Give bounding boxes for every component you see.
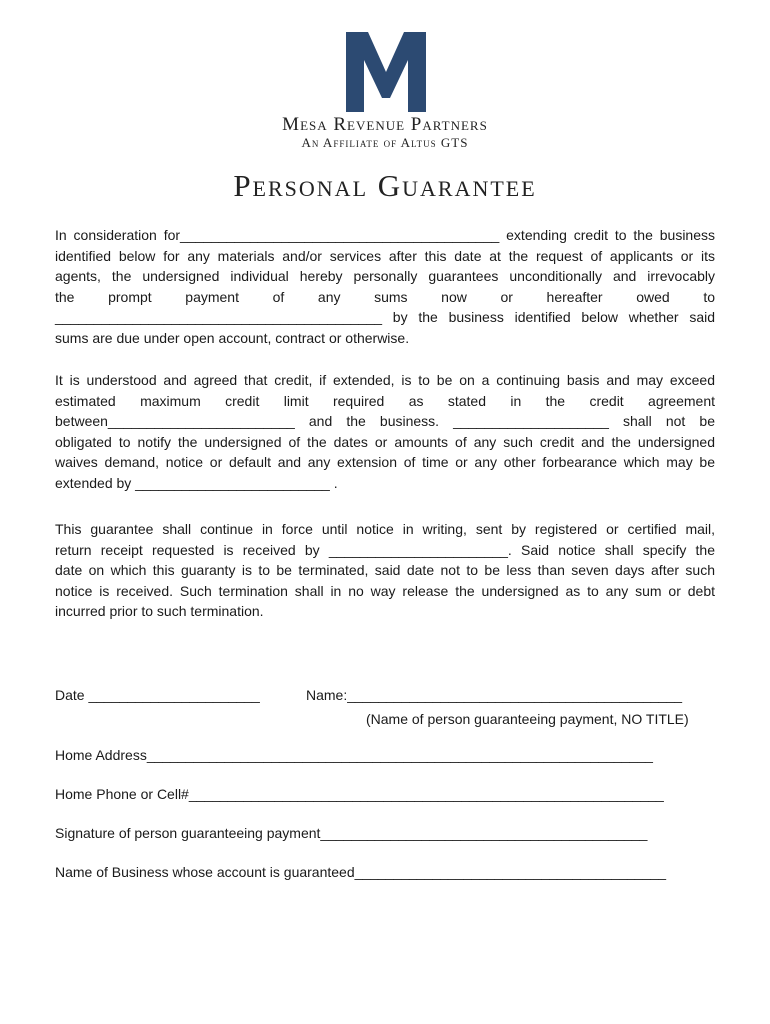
signature-field[interactable]: Signature of person guaranteeing payment__________________________________________ — [55, 825, 648, 841]
paragraph-line: return receipt requested is received by _______________________. Said notice shall specify the — [55, 541, 715, 558]
name-field[interactable]: Name:___________________________________________ — [306, 687, 683, 703]
paragraph-line: In consideration for_________________________________________ extending credit to the business — [55, 227, 715, 243]
termination-paragraph — [55, 519, 715, 622]
paragraph-line: incurred prior to such termination. — [55, 603, 264, 619]
business-name-field[interactable]: Name of Business whose account is guaranteed________________________________________ — [55, 864, 667, 880]
credit-paragraph — [55, 370, 715, 493]
paragraph-line: the prompt payment of any sums now or hereafter owed to — [55, 288, 715, 305]
paragraph-line: It is understood and agreed that credit, if extended, is to be on a continuing basis and may exceed — [55, 372, 715, 388]
paragraph-line: sums are due under open account, contract or otherwise. — [55, 329, 410, 346]
paragraph-line: waives demand, notice or default and any extension of time or any other forbearance which may be — [55, 454, 715, 470]
document-title: Personal Guarantee — [233, 168, 537, 203]
affiliate-line: An Affiliate of Altus GTS — [301, 135, 469, 150]
mesa-logo-icon — [346, 32, 426, 112]
home-phone-field[interactable]: Home Phone or Cell#_____________________________________________________________ — [55, 786, 664, 802]
date-field[interactable]: Date ______________________ — [55, 687, 260, 703]
paragraph-line: date on which this guaranty is to be terminated, said date not to be less than seven days after such — [55, 562, 715, 578]
home-address-field[interactable]: Home Address_________________________________________________________________ — [55, 747, 653, 763]
consideration-paragraph — [55, 225, 715, 348]
paragraph-line: obligated to notify the undersigned of the dates or amounts of any such credit and the undersigned — [55, 433, 715, 450]
paragraph-line: notice is received. Such termination shall in no way release the undersigned as to any sum or debt — [55, 582, 715, 599]
paragraph-line: extended by _________________________ . — [55, 474, 338, 491]
name-note: (Name of person guaranteeing payment, NO TITLE) — [366, 711, 689, 727]
paragraph-line: identified below for any materials and/or services after this date at the request of applicants or its — [55, 247, 715, 264]
paragraph-line: agents, the undersigned individual hereby personally guarantees unconditionally and irrevocably — [55, 268, 715, 284]
company-name: Mesa Revenue Partners — [282, 114, 488, 135]
paragraph-line: __________________________________________ by the business identified below whether said — [55, 309, 715, 325]
paragraph-line: estimated maximum credit limit required as stated in the credit agreement — [55, 392, 715, 409]
paragraph-line: between________________________ and the business. ____________________ shall not be — [55, 413, 715, 429]
paragraph-line: This guarantee shall continue in force until notice in writing, sent by registered or certified mail, — [55, 521, 715, 537]
